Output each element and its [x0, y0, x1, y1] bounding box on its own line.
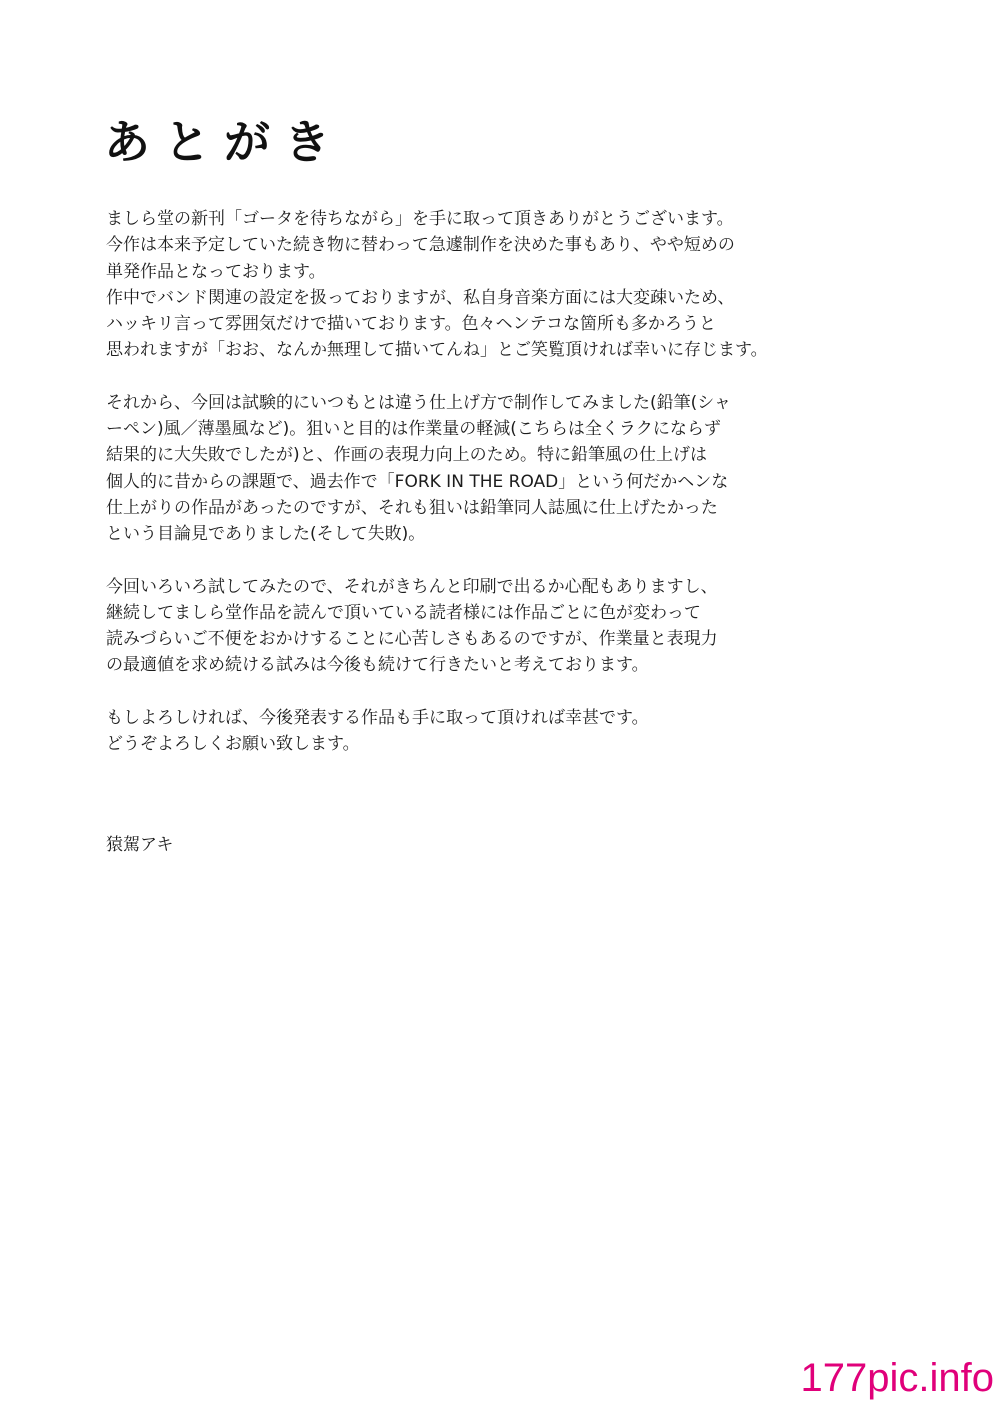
paragraph-3: [106, 574, 786, 679]
paragraph-4: [106, 705, 786, 758]
text-line: の最適値を求め続ける試みは今後も続けて行きたいと考えております。: [106, 655, 649, 676]
text-line: 仕上がりの作品があったのですが、それも狙いは鉛筆同人誌風に仕上げたかった: [106, 497, 718, 518]
text-line: 今作は本来予定していた続き物に替わって急遽制作を決めた事もあり、やや短めの: [106, 235, 735, 256]
text-line: 単発作品となっております。: [106, 261, 326, 282]
text-line: 作中でバンド関連の設定を扱っておりますが、私自身音楽方面には大変疎いため、: [106, 287, 735, 308]
text-line: 個人的に昔からの課題で、過去作で「FORK IN THE ROAD」という何だかヘンな: [106, 471, 729, 492]
text-line: 今回いろいろ試してみたので、それがきちんと印刷で出るか心配もありますし、: [106, 576, 718, 597]
text-line: 読みづらいご不便をおかけすることに心苦しさもあるのですが、作業量と表現力: [106, 629, 718, 650]
text-line: という目論見でありました(そして失敗)。: [106, 524, 426, 545]
author-signature: 猿駕アキ: [106, 835, 174, 855]
paragraph-1: [106, 206, 786, 364]
text-line: ましら堂の新刊「ゴータを待ちながら」を手に取って頂きありがとうございます。: [106, 209, 734, 229]
text-line: それから、今回は試験的にいつもとは違う仕上げ方で制作してみました(鉛筆(シャ: [106, 392, 731, 413]
text-line: ーペン)風／薄墨風など)。狙いと目的は作業量の軽減(こちらは全くラクにならず: [106, 419, 721, 440]
text-line: 継続してましら堂作品を読んで頂いている読者様には作品ごとに色が変わって: [106, 602, 701, 623]
text-line: 思われますが「おお、なんか無理して描いてんね」とご笑覧頂ければ幸いに存じます。: [106, 340, 768, 361]
site-watermark: 177pic.info: [800, 1356, 994, 1400]
text-line: もしよろしければ、今後発表する作品も手に取って頂ければ幸甚です。: [106, 707, 649, 728]
afterword-body: [106, 206, 786, 783]
page-title: あとがき: [104, 115, 344, 169]
text-line: どうぞよろしくお願い致します。: [106, 734, 360, 755]
paragraph-2: [106, 390, 786, 548]
text-line: 結果的に大失敗でしたが)と、作画の表現力向上のため。特に鉛筆風の仕上げは: [106, 445, 707, 466]
text-line: ハッキリ言って雰囲気だけで描いております。色々ヘンテコな箇所も多かろうと: [106, 314, 716, 335]
